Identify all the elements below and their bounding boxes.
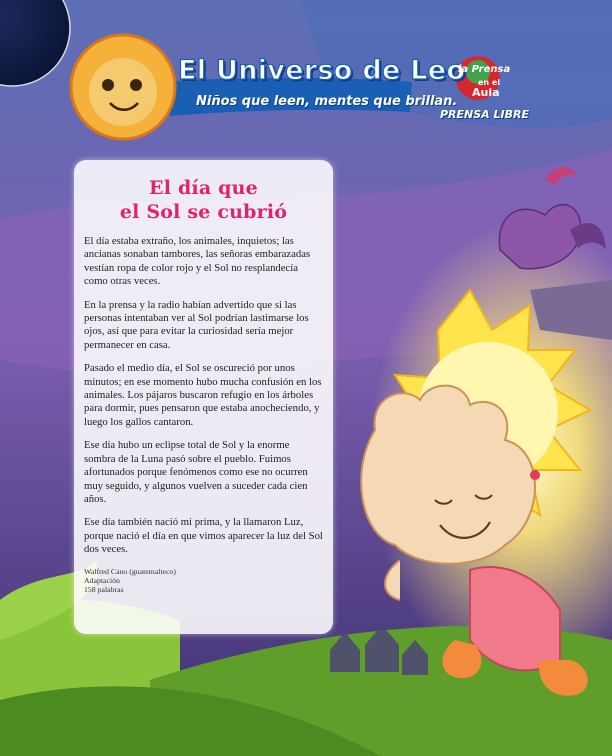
story-author: Walfred Cano (guatemalteco)	[84, 566, 177, 576]
story-title-line-2: el Sol se cubrió	[119, 201, 288, 223]
story-panel	[74, 160, 333, 634]
story-paragraph: Pasado el medio día, el Sol se oscureció por unos minutos; en ese momento hubo mucha confusión en los animales. Los pájaros buscaron refugio en los árboles para dormir, pues pensaron que estaba anocheciendo, y luego los gallos cantaron.	[84, 362, 322, 428]
story-paragraph: El día estaba extraño, los animales, inquietos; las ancianas sonaban tambores, las señoras embarazadas vestían ropa de color rojo y el Sol no resplandecía como otras veces.	[84, 235, 311, 288]
story-paragraph: Ese día también nació mi prima, y la llamaron Luz, porque nació el día en que vimos aparecer la luz del Sol dos veces.	[84, 516, 323, 556]
badge-line-1: la Prensa	[458, 64, 511, 75]
badge-line-2: en el	[478, 78, 501, 87]
publication-tagline: Niños que leen, mentes que brillan.	[196, 94, 458, 109]
story-word-count: 158 palabras	[84, 584, 124, 594]
publication-title: El Universo de Leo	[178, 55, 466, 86]
story-title-line-1: El día que	[149, 177, 258, 199]
story-body	[84, 235, 323, 557]
story-paragraph: Ese día hubo un eclipse total de Sol y la enorme sombra de la Luna pasó sobre el pueblo. Fuimos afortunados porque fenómenos como ese no ocurren muy seguido, y algunos vuelven a suceder cada cien años.	[84, 439, 308, 505]
story-note: Adaptación	[84, 575, 120, 585]
badge-line-3: Aula	[472, 86, 500, 99]
story-title	[84, 176, 323, 224]
story-credits	[84, 567, 323, 594]
publisher-logo: PRENSA LIBRE	[440, 108, 529, 121]
story-paragraph: En la prensa y la radio habían advertido que si las personas intentaban ver al Sol podrían lastimarse los ojos, así que para evitar la curiosidad sería mejor permanecer en casa.	[84, 298, 309, 351]
